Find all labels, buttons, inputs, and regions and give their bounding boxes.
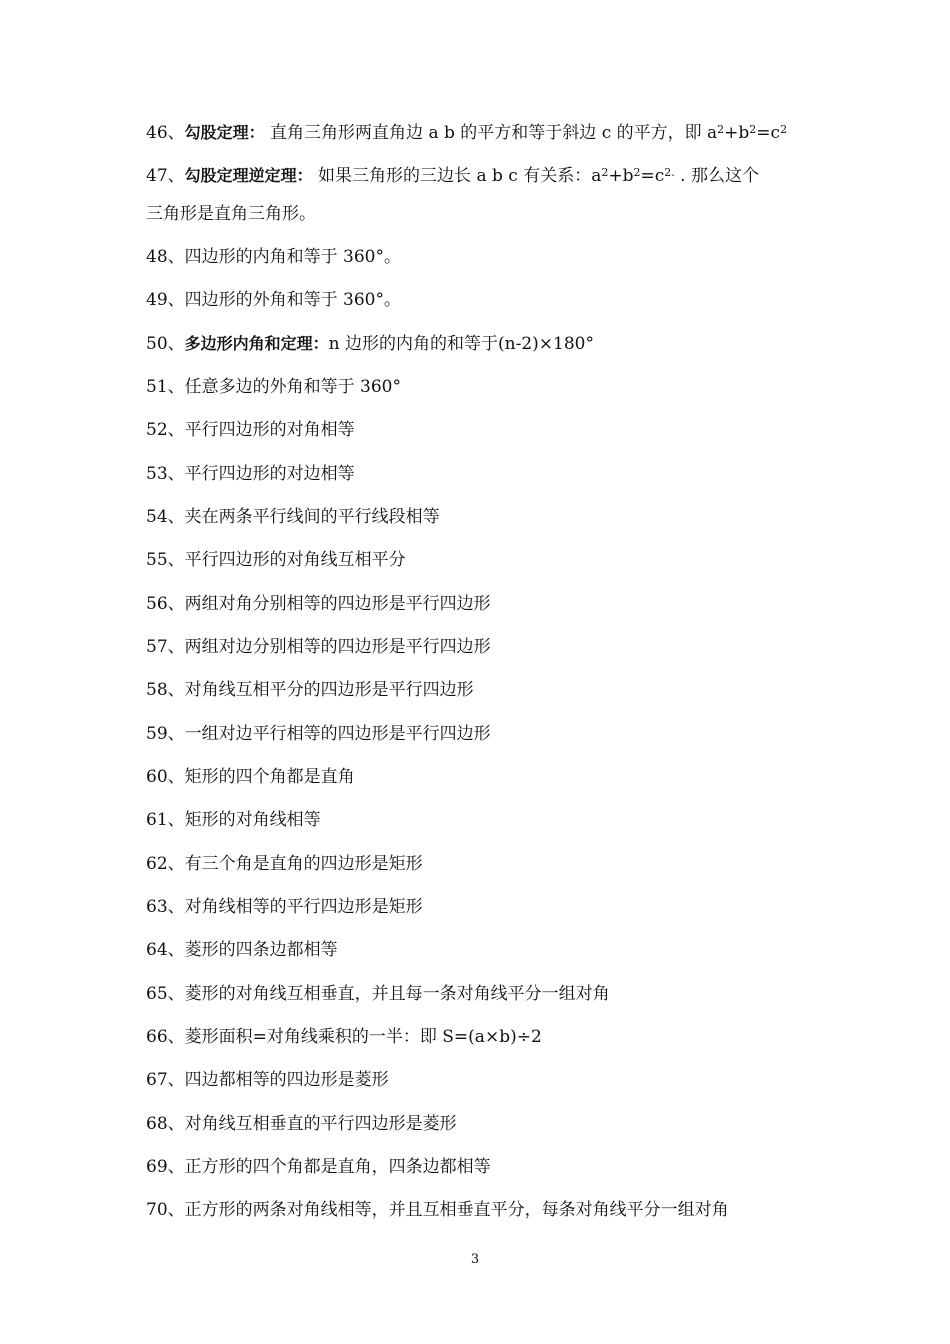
item-text: 平行四边形的对角线互相平分 xyxy=(184,550,406,570)
item-text: n 边形的内角的和等于(n-2)×180° xyxy=(328,334,594,354)
superscript: 2 xyxy=(633,166,641,179)
item-number: 65、 xyxy=(146,984,185,1004)
theorem-61 xyxy=(146,809,321,831)
theorem-70 xyxy=(146,1199,729,1221)
theorem-49 xyxy=(146,289,401,311)
item-number: 53、 xyxy=(146,464,185,484)
item-text: 对角线互相垂直的平行四边形是菱形 xyxy=(184,1114,457,1134)
theorem-65 xyxy=(146,983,610,1005)
item-text: =c xyxy=(756,123,781,143)
theorem-50 xyxy=(146,333,594,355)
theorem-66 xyxy=(146,1026,542,1048)
item-text: 菱形面积=对角线乘积的一半：即 S=(a×b)÷2 xyxy=(184,1027,542,1047)
theorem-68 xyxy=(146,1113,457,1135)
theorem-62 xyxy=(146,853,423,875)
theorem-48 xyxy=(146,246,401,268)
theorem-58 xyxy=(146,679,474,701)
item-text: 两组对边分别相等的四边形是平行四边形 xyxy=(184,637,491,657)
item-text: 对角线相等的平行四边形是矩形 xyxy=(184,897,423,917)
item-text: 两组对角分别相等的四边形是平行四边形 xyxy=(184,594,491,614)
theorem-67 xyxy=(146,1069,389,1091)
item-text: 夹在两条平行线间的平行线段相等 xyxy=(184,507,440,527)
item-number: 55、 xyxy=(146,550,185,570)
item-number: 66、 xyxy=(146,1027,185,1047)
item-number: 69、 xyxy=(146,1157,185,1177)
item-number: 56、 xyxy=(146,594,185,614)
item-text: 直角三角形两直角边 a b 的平方和等于斜边 c 的平方，即 a xyxy=(264,123,718,143)
theorem-51 xyxy=(146,376,401,398)
item-text: +b xyxy=(724,123,750,143)
item-number: 59、 xyxy=(146,724,185,744)
item-text: +b xyxy=(608,166,634,186)
item-number: 49、 xyxy=(146,290,185,310)
item-number: 47、 xyxy=(146,166,185,186)
item-text: 正方形的两条对角线相等，并且互相垂直平分，每条对角线平分一组对角 xyxy=(184,1200,729,1220)
superscript: 2 xyxy=(780,123,788,136)
item-number: 70、 xyxy=(146,1200,185,1220)
item-text: 四边形的内角和等于 360°。 xyxy=(184,247,401,267)
theorem-54 xyxy=(146,506,440,528)
item-text: 任意多边的外角和等于 360° xyxy=(184,377,401,397)
item-text: 矩形的四个角都是直角 xyxy=(184,767,355,787)
item-number: 64、 xyxy=(146,940,185,960)
item-number: 61、 xyxy=(146,810,185,830)
item-text: 四边都相等的四边形是菱形 xyxy=(184,1070,389,1090)
page-number: 3 xyxy=(470,1252,480,1267)
theorem-56 xyxy=(146,593,491,615)
theorem-57 xyxy=(146,636,491,658)
theorem-64 xyxy=(146,939,338,961)
superscript: 2 xyxy=(601,166,609,179)
theorem-63 xyxy=(146,896,423,918)
theorem-69 xyxy=(146,1156,491,1178)
item-number: 51、 xyxy=(146,377,185,397)
theorem-55 xyxy=(146,549,406,571)
item-number: 68、 xyxy=(146,1114,185,1134)
theorem-46 xyxy=(146,122,787,144)
theorem-52 xyxy=(146,419,355,441)
item-title: 勾股定理： xyxy=(184,123,265,142)
item-text: 一组对边平行相等的四边形是平行四边形 xyxy=(184,724,491,744)
item-text: 菱形的四条边都相等 xyxy=(184,940,338,960)
item-number: 67、 xyxy=(146,1070,185,1090)
item-text: . 那么这个 xyxy=(674,166,759,186)
item-text: 矩形的对角线相等 xyxy=(184,810,321,830)
item-title: 勾股定理逆定理： xyxy=(184,166,313,185)
theorem-59 xyxy=(146,723,491,745)
item-title: 多边形内角和定理： xyxy=(184,334,329,353)
item-text: 菱形的对角线互相垂直，并且每一条对角线平分一组对角 xyxy=(184,984,610,1004)
theorem-47-continuation: 三角形是直角三角形。 xyxy=(146,204,316,224)
superscript: 2. xyxy=(664,166,675,179)
item-text: =c xyxy=(640,166,665,186)
item-text: 正方形的四个角都是直角，四条边都相等 xyxy=(184,1157,491,1177)
superscript: 2 xyxy=(717,123,725,136)
item-number: 60、 xyxy=(146,767,185,787)
item-text: 平行四边形的对边相等 xyxy=(184,464,355,484)
item-number: 50、 xyxy=(146,334,185,354)
item-text: 有三个角是直角的四边形是矩形 xyxy=(184,854,423,874)
item-number: 62、 xyxy=(146,854,185,874)
theorem-47 xyxy=(146,165,759,187)
item-text: 四边形的外角和等于 360°。 xyxy=(184,290,401,310)
item-text: 对角线互相平分的四边形是平行四边形 xyxy=(184,680,474,700)
theorem-60 xyxy=(146,766,355,788)
item-number: 46、 xyxy=(146,123,185,143)
item-number: 58、 xyxy=(146,680,185,700)
item-text: 如果三角形的三边长 a b c 有关系：a xyxy=(312,166,602,186)
item-number: 57、 xyxy=(146,637,185,657)
item-number: 63、 xyxy=(146,897,185,917)
theorem-53 xyxy=(146,463,355,485)
superscript: 2 xyxy=(749,123,757,136)
item-number: 54、 xyxy=(146,507,185,527)
item-text: 平行四边形的对角相等 xyxy=(184,420,355,440)
item-number: 48、 xyxy=(146,247,185,267)
item-number: 52、 xyxy=(146,420,185,440)
